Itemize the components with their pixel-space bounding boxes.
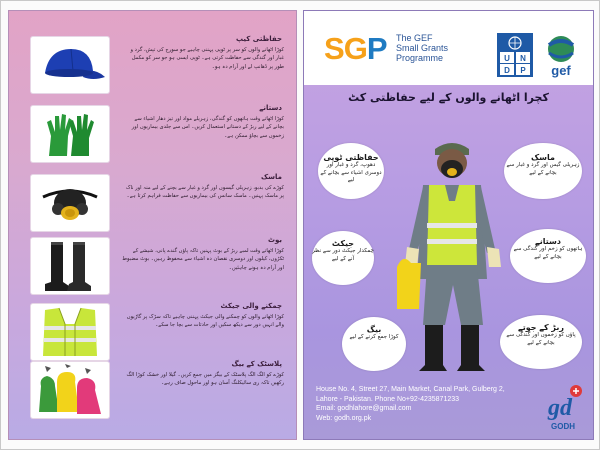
- item-gloves: [9, 102, 296, 168]
- bubble-jacket: جیکٹ چمکدار جیکٹ دور سے نظر آنے کے لیے: [312, 231, 374, 285]
- logo-header: [304, 11, 593, 85]
- item-bags-title: پلاسٹک کے بیگ: [231, 360, 282, 368]
- svg-text:gd: gd: [548, 395, 572, 421]
- item-boots-text: کوڑا اٹھاتے وقت لمبے ربڑ کے بوٹ پہنیں تاکہ پاؤں گندے پانی، شیشے کے ٹکڑوں، کیلوں اور دوسری نقصان دہ اشیاء سے محفوظ رہیں۔ بوٹ مضبوط اور آرام دہ ہونے چاہئیں۔: [122, 248, 284, 271]
- gef-logo: [539, 31, 583, 79]
- bubble-mask: ماسک زہریلی گیس اور گرد و غبار سے بچانے کے لیے: [504, 143, 582, 199]
- svg-text:U: U: [504, 54, 510, 63]
- boots-icon: [31, 238, 109, 294]
- item-mask: [9, 171, 296, 237]
- godh-logo: [540, 383, 586, 433]
- bubble-boots: ربڑ کے جوتے پاؤں کو زخموں اور گندگی سے بچانے کے لیے: [500, 315, 582, 369]
- bubble-bag: بیگ کوڑا جمع کرنے کے لیے: [342, 317, 406, 371]
- item-cap: [9, 33, 296, 99]
- item-gloves-text: کوڑا اٹھاتے وقت ہاتھوں کو گندگی، زہریلے مواد اور تیز دھار اشیاء سے بچانے کے لیے ربڑ کے دستانے استعمال کریں۔ اس سے جلدی بیماریوں اور زخموں سے بچاؤ ممکن ہے۔: [131, 116, 284, 139]
- cap-icon: [31, 37, 109, 93]
- footer: [304, 379, 593, 439]
- undp-logo: [497, 33, 533, 77]
- item-vest-title: چمکنے والی جیکٹ: [220, 302, 282, 310]
- item-bags-text: کوڑے کو الگ الگ پلاسٹک کے بیگز میں جمع کریں۔ گیلا اور خشک کوڑا الگ رکھیں تاکہ ری سائیکلنگ آسان ہو اور ماحول صاف رہے۔: [126, 372, 284, 387]
- svg-text:N: N: [520, 54, 526, 63]
- sgp-logo: SGP: [324, 31, 387, 66]
- svg-text:GODH: GODH: [551, 422, 575, 431]
- item-mask-text: کوڑے کی بدبو، زہریلی گیسوں اور گرد و غبار سے بچنے کے لیے منہ اور ناک پر ماسک پہنیں۔ ماسک سانس کی بیماریوں سے حفاظت فراہم کرتا ہے۔: [125, 185, 284, 200]
- worker-illustration: [397, 139, 507, 374]
- item-boots-title: بوٹ: [267, 236, 282, 244]
- bags-icon: [31, 362, 109, 418]
- svg-text:gef: gef: [551, 63, 571, 78]
- contact-email: Email: godhlahore@gmail.com: [316, 405, 412, 413]
- item-cap-text: کوڑا اٹھانے والوں کو سر پر ٹوپی پہننی چاہیے جو سورج کی تپش، گرد و غبار اور گندگی سے حفاظت کرتی ہے۔ ٹوپی ایسی ہو جو سر کو مکمل طور پر ڈھانپ لے اور آرام دہ ہو۔: [130, 47, 284, 70]
- item-mask-title: ماسک: [260, 173, 282, 181]
- right-panel: [303, 10, 594, 440]
- item-vest: [9, 300, 296, 366]
- contact-address: House No. 4, Street 27, Main Market, Canal Park, Gulberg 2, Lahore - Pakistan. Phone No+92-4235871233 Email: godhlahore@gmail.com Web: godh.org.pk: [316, 385, 534, 423]
- item-gloves-title: دستانے: [259, 104, 282, 112]
- svg-text:P: P: [520, 66, 526, 75]
- vest-icon: [31, 304, 109, 360]
- item-cap-title: حفاظتی کیپ: [235, 35, 282, 43]
- svg-text:D: D: [504, 66, 510, 75]
- bubble-gloves: دستانے ہاتھوں کو زخم اور گندگی سے بچانے کے لیے: [510, 229, 586, 283]
- bubble-cap: حفاظتی ٹوپی دھوپ، گرد و غبار اور دوسری اشیاء سے بچانے کے لیے: [318, 143, 384, 199]
- sgp-name: The GEF Small Grants Programme: [396, 33, 449, 63]
- mask-icon: [31, 175, 109, 231]
- page-title: کچرا اٹھانے والوں کے لیے حفاظتی کٹ: [348, 91, 549, 104]
- gloves-icon: [31, 106, 109, 162]
- item-bags: [9, 358, 296, 424]
- item-vest-text: کوڑا اٹھانے والوں کو چمکنے والی جیکٹ پہننی چاہیے تاکہ سڑک پر گاڑیوں والے انہیں دور سے دیکھ سکیں اور حادثات سے بچا جا سکے۔: [126, 314, 284, 329]
- left-panel: [8, 10, 297, 440]
- contact-web: Web: godh.org.pk: [316, 414, 372, 422]
- item-boots: [9, 234, 296, 300]
